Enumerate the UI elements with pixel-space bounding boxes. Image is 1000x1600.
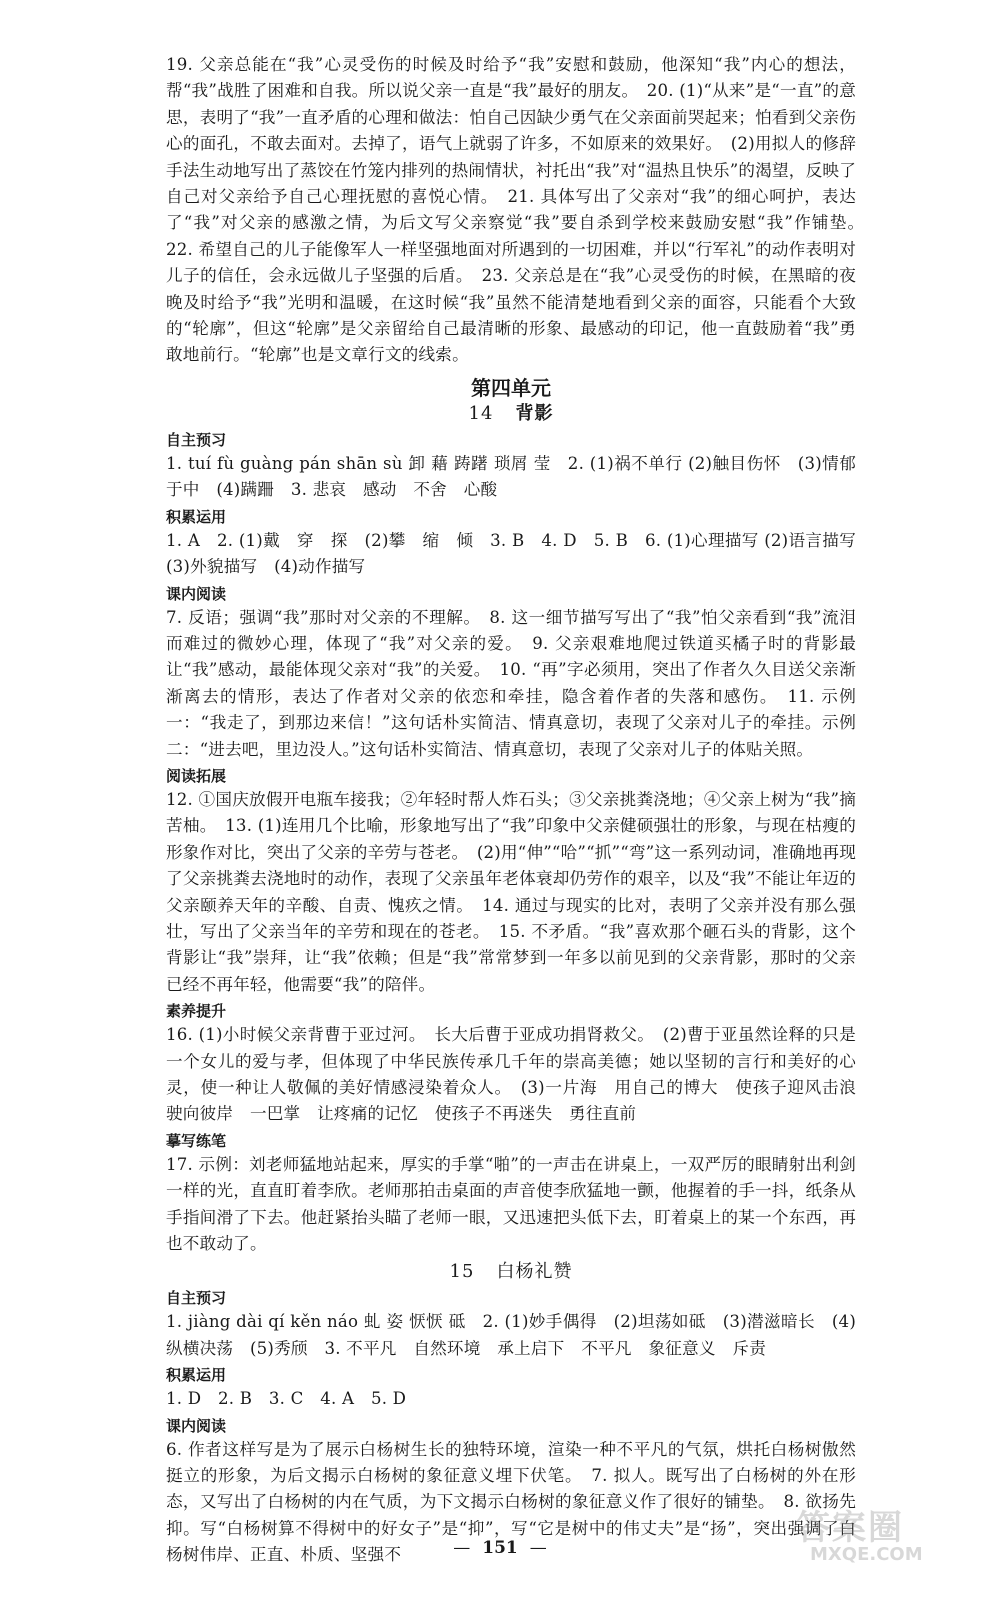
- section-heading: 素养提升: [166, 1002, 227, 1021]
- section-text: 17. 示例：刘老师猛地站起来，厚实的手掌“啪”的一声击在讲桌上，一双严厉的眼睛射出利剑一样的光，直直盯着李欣。老师那拍击桌面的声音使李欣猛地一颤，他握着的手一抖，纸条从手指间滑了下去。他赶紧抬头瞄了老师一眼，又迅速把头低下去，盯着桌上的某一个东西，再也不敢动了。: [166, 1154, 856, 1254]
- watermark-url: MXQE.COM: [810, 1544, 923, 1565]
- lesson-14-section-extended-reading: [166, 765, 856, 998]
- section-text: 7. 反语；强调“我”那时对父亲的不理解。 8. 这一细节描写写出了“我”怕父亲看到“我”流泪而难过的微妙心理，体现了“我”对父亲的爱。 9. 父亲艰难地爬过铁道买橘子时的背影最让“我”感动，最能体现父亲对“我”的关爱。 10. “再”字必须用，突出了作者久久目送父亲渐渐离去的情形，表达了作者对父亲的依恋和牵挂，隐含着作者的失落和感伤。 11. 示例一：“我走了，到那边来信！”这句话朴实简洁、情真意切，表现了父亲对儿子的牵挂。示例二：“进去吧，里边没人。”这句话朴实简洁、情真意切，表现了父亲对儿子的体贴关照。: [166, 607, 856, 759]
- section-text: 1. D 2. B 3. C 4. A 5. D: [166, 1389, 407, 1409]
- watermark-text: 答案圈: [796, 1508, 904, 1548]
- lesson-14-section-literacy: [166, 1000, 873, 1128]
- lesson-15-number: 15: [449, 1261, 475, 1283]
- section-text: 1. tuí fù guàng pán shān sù 卸 藉 踌躇 琐屑 莹 2. (1)祸不单行 (2)触目伤怀 (3)情郁于中 (4)蹒跚 3. 悲哀 感动 不舍 心酸: [166, 453, 856, 500]
- section-text: 6. 作者这样写是为了展示白杨树生长的独特环境，渲染一种不平凡的气氛，烘托白杨树傲然挺立的形象，为后文揭示白杨树的象征意义埋下伏笔。 7. 拟人。既写出了白杨树的外在形态，又写出了白杨树的内在气质，为下文揭示白杨树的象征意义作了很好的铺垫。 8. 欲扬先抑。写“白杨树算不得树中的好女子”是“抑”，写“它是树中的伟丈夫”是“扬”，突出强调了白杨树伟岸、正直、朴质、坚强不: [166, 1439, 856, 1565]
- section-text: 1. A 2. (1)戴 穿 探 (2)攀 缩 倾 3. B 4. D 5. B 6. (1)心理描写 (2)语言描写 (3)外貌描写 (4)动作描写: [166, 530, 873, 577]
- lesson-15-section-accumulate: [166, 1364, 856, 1412]
- intro-paragraph: 19. 父亲总能在“我”心灵受伤的时候及时给予“我”安慰和鼓励，他深知“我”内心的想法，帮“我”战胜了困难和自我。所以说父亲一直是“我”最好的朋友。 20. (1)“从来”是“一直”的意思，表明了“我”一直矛盾的心理和做法：怕自己因缺少勇气在父亲面前哭起来；怕看到父亲伤心的面孔，不敢去面对。去掉了，语气上就弱了许多，不如原来的效果好。 (2)用拟人的修辞手法生动地写出了蒸饺在竹笼内排列的热闹情状，衬托出“我”对“温热且快乐”的渴望，反映了自己对父亲给予自己心理抚慰的喜悦心情。 21. 具体写出了父亲对“我”的细心呵护，表达了“我”对父亲的感激之情，为后文写父亲察觉“我”要自杀到学校来鼓励安慰“我”作铺垫。 22. 希望自己的儿子能像军人一样坚强地面对所遇到的一切困难，并以“行军礼”的动作表明对儿子的信任，会永远做儿子坚强的后盾。 23. 父亲总是在“我”心灵受伤的时候，在黑暗的夜晚及时给予“我”光明和温暖，在这时候“我”虽然不能清楚地看到父亲的面容，只能看个大致的“轮廓”，但这“轮廓”是父亲留给自己最清晰的形象、最感动的印记，他一直鼓励着“我”勇敢地前行。“轮廓”也是文章行文的线索。: [166, 55, 873, 365]
- lesson-14-name: 背影: [515, 402, 554, 424]
- unit-title: 第四单元: [471, 375, 551, 400]
- section-heading: 自主预习: [166, 1289, 227, 1308]
- section-heading: 课内阅读: [166, 1416, 227, 1435]
- section-heading: 自主预习: [166, 430, 227, 449]
- section-text: 16. (1)小时候父亲背曹于亚过河。 长大后曹于亚成功捐肾救父。 (2)曹于亚虽然诠释的只是一个女儿的爱与孝，但体现了中华民族传承几千年的崇高美德；她以坚韧的言行和美好的心灵，使一种让人敬佩的美好情感浸染着众人。 (3)一片海 用自己的博大 使孩子迎风击浪 驶向彼岸 一巴掌 让疼痛的记忆 使孩子不再迷失 勇往直前: [166, 1025, 873, 1124]
- section-heading: 课内阅读: [166, 584, 227, 603]
- lesson-15-name: 白杨礼赞: [496, 1261, 573, 1283]
- section-heading: 积累运用: [166, 507, 227, 526]
- section-heading: 阅读拓展: [166, 766, 227, 785]
- section-text: 1. jiàng dài qí kěn náo 虬 姿 恹恹 砥 2. (1)妙手偶得 (2)坦荡如砥 (3)潜滋暗长 (4)纵横决荡 (5)秀颀 3. 不平凡 自然环境 承上启下 不平凡 象征意义 斥责: [166, 1312, 856, 1358]
- lesson-15-section-preview: [166, 1287, 856, 1362]
- section-text: 12. ①国庆放假开电瓶车接我；②年轻时帮人炸石头；③父亲挑粪浇地；④父亲上树为“我”摘苦柚。 13. (1)连用几个比喻，形象地写出了“我”印象中父亲健硕强壮的形象，与现在枯瘦的形象作对比，突出了父亲的辛劳与苍老。 (2)用“伸”“哈”“抓”“弯”这一系列动词，准确地再现了父亲挑粪去浇地时的动作，表现了父亲虽年老体衰却仍劳作的艰辛，以及“我”不能让年迈的父亲颐养天年的辛酸、自责、愧疚之情。 14. 通过与现实的比对，表明了父亲并没有那么强壮，写出了父亲当年的辛劳和现在的苍老。 15. 不矛盾。“我”喜欢那个砸石头的背影，这个背影让“我”崇拜，让“我”依赖；但是“我”常常梦到一年多以前见到的父亲背影，那时的父亲已经不再年轻，他需要“我”的陪伴。: [166, 789, 856, 994]
- lesson-14-section-accumulate: [166, 506, 873, 581]
- lesson-14-section-in-class-reading: [166, 583, 856, 763]
- lesson-14-number: 14: [468, 402, 494, 424]
- lesson-14-section-writing: [166, 1130, 856, 1258]
- page-number-dash-right: —: [529, 1538, 547, 1558]
- lesson-15-title: [166, 1259, 856, 1285]
- watermark-logo: [796, 1500, 976, 1570]
- section-heading: 摹写练笔: [166, 1131, 227, 1150]
- lesson-14-title: [166, 401, 856, 427]
- page-number-value: 151: [482, 1538, 518, 1558]
- lesson-14-section-preview: [166, 429, 856, 504]
- page-number-dash-left: —: [453, 1538, 471, 1558]
- section-heading: 积累运用: [166, 1366, 227, 1385]
